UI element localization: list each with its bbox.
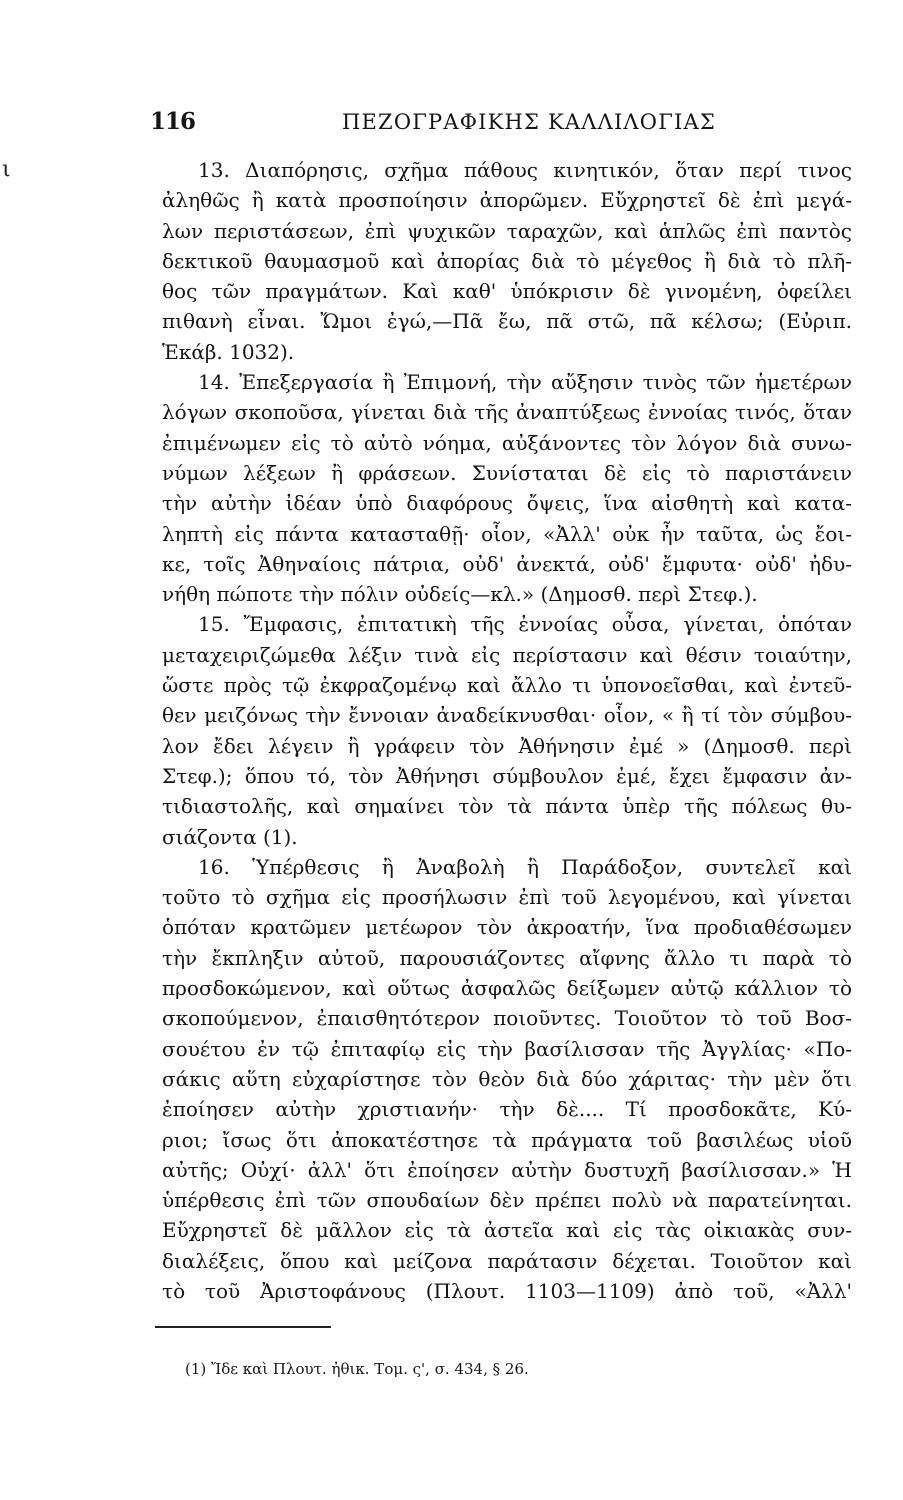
text-line: ἀληθῶς ἢ κατὰ προσποίησιν ἀπορῶμεν. Εὔχρηστεῖ δὲ ἐπὶ μεγά- [162,188,852,213]
text-line: Ἑκάβ. 1032). [162,339,295,364]
body-text [162,155,852,1306]
text-line: ἐπιμένωμεν εἰς τὸ αὐτὸ νόημα, αὐξάνοντες τὸν λόγον διὰ συνω- [162,430,852,455]
text-line: λόγων σκοποῦσα, γίνεται διὰ τῆς ἀναπτύξεως ἐννοίας τινός, ὅταν [162,400,852,425]
text-line: λων περιστάσεων, ἐπὶ ψυχικῶν ταραχῶν, καὶ ἁπλῶς ἐπὶ παντὸς [162,218,852,243]
footnote: (1) Ἴδε καὶ Πλουτ. ἠθικ. Τομ. ς', σ. 434, § 26. [185,1360,529,1378]
text-line: μεταχειριζώμεθα λέξιν τινὰ εἰς περίστασιν καὶ θέσιν τοιαύτην, [162,642,852,667]
text-line: 14. Ἐπεξεργασία ἢ Ἐπιμονή, τὴν αὔξησιν τινὸς τῶν ἡμετέρων [198,370,852,395]
running-head: ΠΕΖΟΓΡΑΦΙΚΗΣ ΚΑΛΛΙΛΟΓΙΑΣ [342,110,716,134]
text-line: ριοι; ἴσως ὅτι ἀποκατέστησε τὰ πράγματα τοῦ βασιλέως υἱοῦ [162,1127,852,1152]
text-line: ληπτὴ εἰς πάντα κατασταθῇ· οἷον, «Ἀλλ' οὐκ ἦν ταῦτα, ὡς ἔοι- [162,521,852,546]
text-line: κε, τοῖς Ἀθηναίοις πάτρια, οὐδ' ἀνεκτά, οὐδ' ἔμφυτα· οὐδ' ἠδυ- [162,551,852,576]
text-line: 15. Ἔμφασις, ἐπιτατικὴ τῆς ἐννοίας οὖσα, γίνεται, ὁπόταν [198,612,852,637]
text-line: τὸ τοῦ Ἀριστοφάνους (Πλουτ. 1103—1109) ἀπὸ τοῦ, «Ἀλλ' [162,1278,852,1303]
text-line: τὴν ἔκπληξιν αὐτοῦ, παρουσιάζοντες αἴφνης ἄλλο τι παρὰ τὸ [162,945,852,970]
page-number: 116 [150,108,196,135]
text-line: 16. Ὑπέρθεσις ἢ Ἀναβολὴ ἢ Παράδοξον, συντελεῖ καὶ [198,854,852,879]
text-line: θεν μειζόνως τὴν ἔννοιαν ἀναδείκνυσθαι· οἷον, « ἢ τί τὸν σύμβου- [162,703,852,728]
text-line: σκοπούμενον, ἐπαισθητότερον ποιοῦντες. Τοιοῦτον τὸ τοῦ Βοσ- [162,1006,852,1031]
footnote-rule [155,1326,331,1328]
text-line: πιθανὴ εἶναι. Ὤμοι ἐγώ,—Πᾶ ἔω, πᾶ στῶ, πᾶ κέλσω; (Εὐριπ. [162,309,852,334]
text-line: ὁπόταν κρατῶμεν μετέωρον τὸν ἀκροατήν, ἵνα προδιαθέσωμεν [162,915,852,940]
text-line: Στεφ.); ὅπου τό, τὸν Ἀθήνησι σύμβουλον ἐμέ, ἔχει ἔμφασιν ἀν- [162,763,852,788]
text-line: θος τῶν πραγμάτων. Καὶ καθ' ὑπόκρισιν δὲ γινομένη, ὀφείλει [162,279,852,304]
text-line: λον ἔδει λέγειν ἢ γράφειν τὸν Ἀθήνησιν ἐμέ » (Δημοσθ. περὶ [162,733,852,758]
text-line: σάκις αὕτη εὐχαρίστησε τὸν θεὸν διὰ δύο χάριτας· τὴν μὲν ὅτι [162,1066,852,1091]
text-line: ὥστε πρὸς τῷ ἐκφραζομένῳ καὶ ἄλλο τι ὑπονοεῖσθαι, καὶ ἐντεῦ- [162,673,852,698]
text-line: ἐποίησεν αὐτὴν χριστιανήν· τὴν δὲ.... Τί προσδοκᾶτε, Κύ- [162,1097,852,1122]
text-line: Εὔχρηστεῖ δὲ μᾶλλον εἰς τὰ ἀστεῖα καὶ εἰς τὰς οἰκιακὰς συν- [162,1218,852,1243]
text-line: ὑπέρθεσις ἐπὶ τῶν σπουδαίων δὲν πρέπει πολὺ νὰ παρατείνηται. [162,1188,852,1213]
text-line: αὐτῆς; Οὐχί· ἀλλ' ὅτι ἐποίησεν αὐτὴν δυστυχῆ βασίλισσαν.» Ἡ [162,1157,852,1182]
text-line: προσδοκώμενον, καὶ οὕτως ἀσφαλῶς δείξωμεν αὐτῷ κάλλιον τὸ [162,976,852,1001]
text-line: 13. Διαπόρησις, σχῆμα πάθους κινητικόν, ὅταν περί τινος [198,158,852,182]
text-line: σιάζοντα (1). [162,824,298,849]
text-line: τοῦτο τὸ σχῆμα εἰς προσήλωσιν ἐπὶ τοῦ λεγομένου, καὶ γίνεται [162,885,852,910]
text-line: διαλέξεις, ὅπου καὶ μείζονα παράτασιν δέχεται. Τοιοῦτον καὶ [162,1248,852,1273]
page-header [150,108,850,144]
margin-mark: ι [2,157,11,182]
text-line: νήθη πώποτε τὴν πόλιν οὐδείς—κλ.» (Δημοσθ. περὶ Στεφ.). [162,582,758,607]
text-line: τιδιαστολῆς, καὶ σημαίνει τὸν τὰ πάντα ὑπὲρ τῆς πόλεως θυ- [162,794,852,819]
text-line: δεκτικοῦ θαυμασμοῦ καὶ ἀπορίας διὰ τὸ μέγεθος ἢ διὰ τὸ πλῆ- [162,248,852,273]
text-line: τὴν αὐτὴν ἰδέαν ὑπὸ διαφόρους ὄψεις, ἵνα αἰσθητὴ καὶ κατα- [162,491,852,516]
text-line: νύμων λέξεων ἢ φράσεων. Συνίσταται δὲ εἰς τὸ παριστάνειν [162,460,852,485]
text-line: σουέτου ἐν τῷ ἐπιταφίῳ εἰς τὴν βασίλισσαν τῆς Ἀγγλίας· «Πο- [162,1036,852,1061]
